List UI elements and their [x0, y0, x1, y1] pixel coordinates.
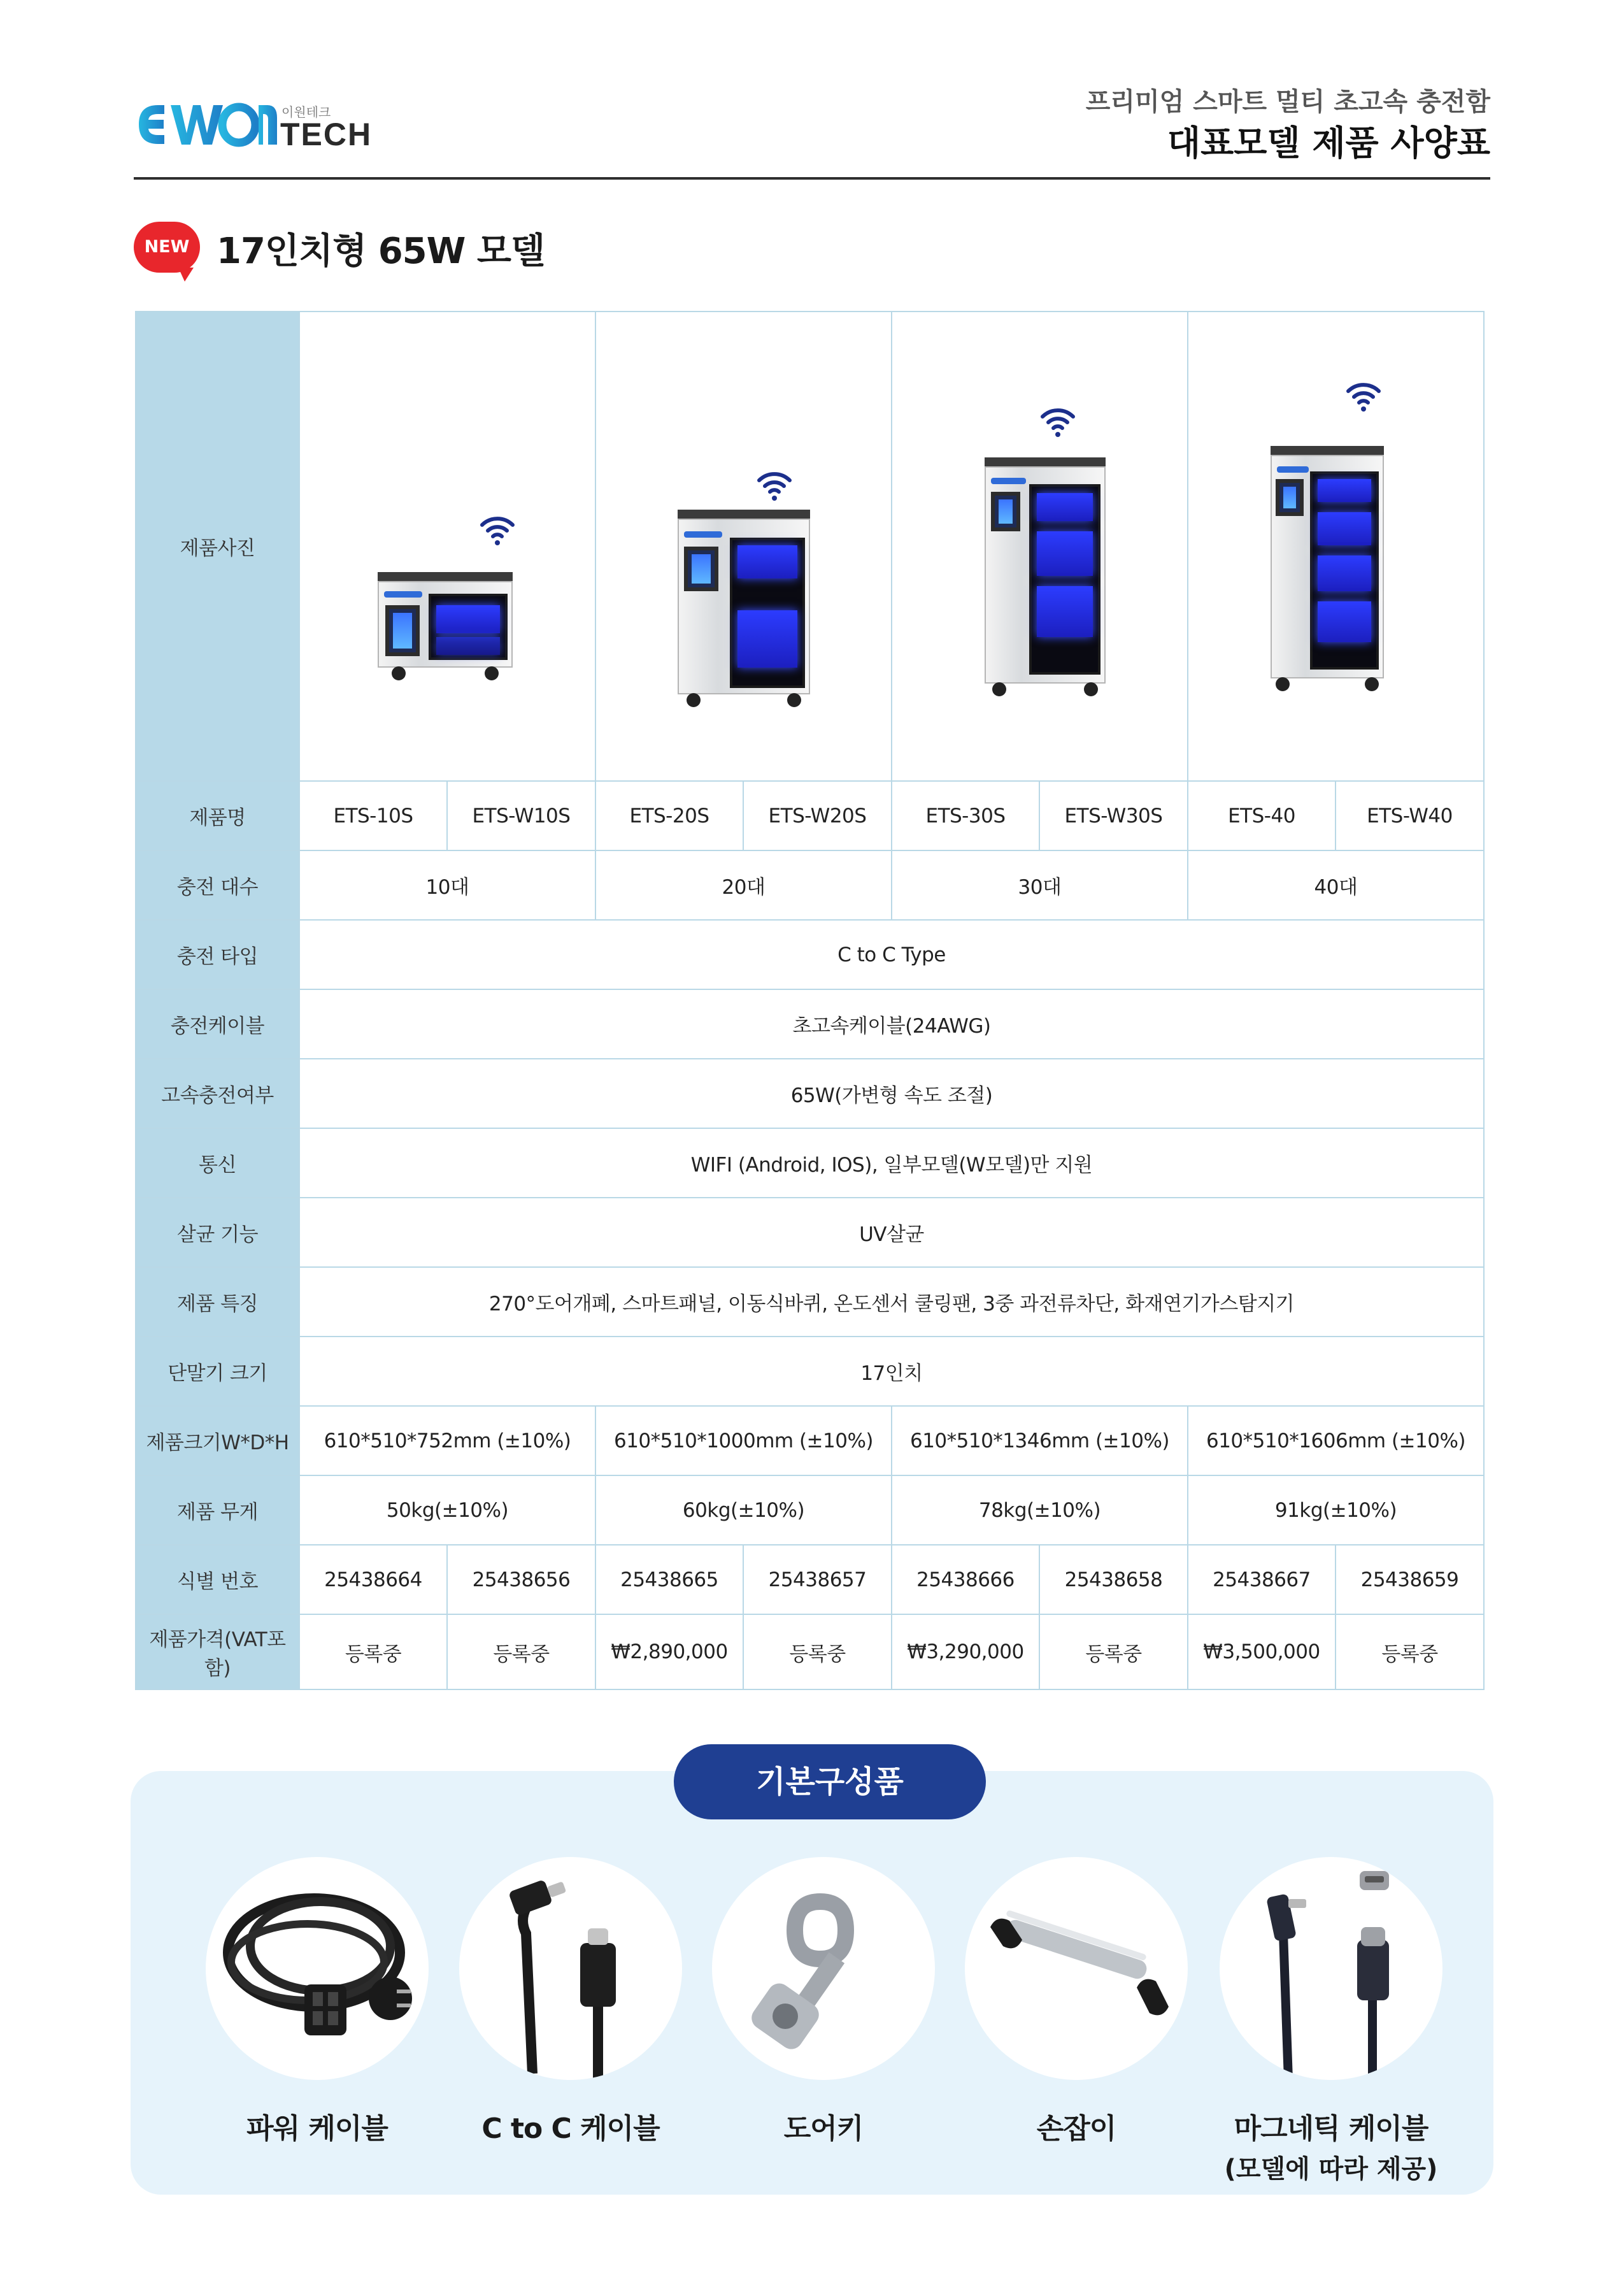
fast-charge-cell: 65W(가변형 속도 조절) — [299, 1059, 1484, 1128]
header-subtitle: 프리미엄 스마트 멀티 초고속 충전함 — [1085, 87, 1490, 117]
row-price — [136, 1614, 1484, 1689]
price-cell: 등록중 — [1336, 1614, 1484, 1689]
id-cell: 25438659 — [1336, 1545, 1484, 1614]
company-logo — [134, 96, 376, 153]
id-cell: 25438666 — [892, 1545, 1039, 1614]
photo-ets-10 — [299, 312, 595, 781]
label-count: 충전 대수 — [136, 850, 299, 920]
size-cell: 610*510*752mm (±10%) — [299, 1406, 595, 1475]
power-cable-icon — [206, 1857, 429, 2080]
price-cell: 등록중 — [743, 1614, 892, 1689]
row-fast-charge — [136, 1059, 1484, 1128]
size-cell: 610*510*1606mm (±10%) — [1188, 1406, 1484, 1475]
accessory-label: 손잡이 — [1036, 2112, 1116, 2145]
label-price: 제품가격(VAT포함) — [136, 1614, 299, 1689]
label-id: 식별 번호 — [136, 1545, 299, 1614]
accessory-label: 마그네틱 케이블 — [1234, 2112, 1428, 2145]
logo-tech-text: TECH — [280, 117, 373, 152]
accessory-note: (모델에 따라 제공) — [1224, 2155, 1438, 2184]
wifi-icon — [1344, 376, 1383, 414]
id-cell: 25438667 — [1188, 1545, 1336, 1614]
accessory-magnetic-cable — [1216, 1857, 1446, 2185]
door-key-icon — [712, 1857, 935, 2080]
row-charge-type — [136, 920, 1484, 989]
wifi-icon — [478, 510, 516, 548]
accessories-title: 기본구성품 — [674, 1744, 986, 1819]
logo-korean-text: 이원테크 — [281, 104, 331, 120]
row-product-size — [136, 1406, 1484, 1475]
photo-ets-20 — [595, 312, 892, 781]
label-weight: 제품 무게 — [136, 1475, 299, 1545]
wifi-icon — [755, 465, 794, 503]
size-cell: 610*510*1346mm (±10%) — [892, 1406, 1188, 1475]
price-cell: 등록중 — [1039, 1614, 1188, 1689]
cabinet-image-20 — [678, 510, 810, 707]
wifi-icon — [1039, 401, 1077, 440]
section-title: 17인치형 65W 모델 — [217, 231, 545, 272]
magnetic-cable-icon — [1220, 1857, 1442, 2080]
cable-cell: 초고속케이블(24AWG) — [299, 989, 1484, 1059]
ewon-logo-mark — [134, 96, 277, 153]
photo-ets-30 — [892, 312, 1188, 781]
row-communication — [136, 1128, 1484, 1198]
size-cell: 610*510*1000mm (±10%) — [595, 1406, 892, 1475]
count-cell: 30대 — [892, 850, 1188, 920]
sterilization-cell: UV살균 — [299, 1198, 1484, 1267]
device-size-cell: 17인치 — [299, 1337, 1484, 1406]
model-cell: ETS-W40 — [1336, 781, 1484, 850]
row-model-name — [136, 781, 1484, 850]
model-cell: ETS-W20S — [743, 781, 892, 850]
accessory-power-cable — [203, 1857, 432, 2146]
header-divider — [134, 177, 1490, 180]
price-cell: 등록중 — [447, 1614, 595, 1689]
row-features — [136, 1267, 1484, 1337]
charge-type-cell: C to C Type — [299, 920, 1484, 989]
id-cell: 25438664 — [299, 1545, 447, 1614]
model-cell: ETS-20S — [595, 781, 743, 850]
id-cell: 25438657 — [743, 1545, 892, 1614]
weight-cell: 60kg(±10%) — [595, 1475, 892, 1545]
price-cell: ₩2,890,000 — [595, 1614, 743, 1689]
row-weight — [136, 1475, 1484, 1545]
count-cell: 10대 — [299, 850, 595, 920]
price-cell: ₩3,500,000 — [1188, 1614, 1336, 1689]
label-size: 제품크기W*D*H — [136, 1406, 299, 1475]
features-cell: 270°도어개폐, 스마트패널, 이동식바퀴, 온도센서 쿨링팬, 3중 과전류차단, 화재연기가스탐지기 — [299, 1267, 1484, 1337]
accessory-label: 파워 케이블 — [246, 2112, 388, 2145]
model-cell: ETS-30S — [892, 781, 1039, 850]
model-cell: ETS-W30S — [1039, 781, 1188, 850]
accessory-label: 도어키 — [783, 2112, 864, 2145]
row-charge-count — [136, 850, 1484, 920]
model-cell: ETS-40 — [1188, 781, 1336, 850]
label-uv: 살균 기능 — [136, 1198, 299, 1267]
count-cell: 20대 — [595, 850, 892, 920]
new-badge: NEW — [134, 222, 200, 273]
label-name: 제품명 — [136, 781, 299, 850]
header-title: 대표모델 제품 사양표 — [1167, 123, 1490, 163]
accessory-door-key — [709, 1857, 938, 2146]
label-comm: 통신 — [136, 1128, 299, 1198]
count-cell: 40대 — [1188, 850, 1484, 920]
weight-cell: 91kg(±10%) — [1188, 1475, 1484, 1545]
cabinet-image-10 — [378, 572, 513, 680]
price-cell: ₩3,290,000 — [892, 1614, 1039, 1689]
row-photo — [136, 312, 1484, 781]
row-cable — [136, 989, 1484, 1059]
communication-cell: WIFI (Android, IOS), 일부모델(W모델)만 지원 — [299, 1128, 1484, 1198]
weight-cell: 78kg(±10%) — [892, 1475, 1188, 1545]
row-sterilization — [136, 1198, 1484, 1267]
label-cable: 충전케이블 — [136, 989, 299, 1059]
spec-table — [135, 311, 1485, 1690]
id-cell: 25438656 — [447, 1545, 595, 1614]
accessory-usb-c-cable — [456, 1857, 685, 2146]
accessory-handle — [962, 1857, 1191, 2146]
label-photo: 제품사진 — [136, 312, 299, 781]
photo-ets-40 — [1188, 312, 1484, 781]
price-cell: 등록중 — [299, 1614, 447, 1689]
label-type: 충전 타입 — [136, 920, 299, 989]
accessory-label: C to C 케이블 — [481, 2112, 660, 2145]
row-id-number — [136, 1545, 1484, 1614]
id-cell: 25438658 — [1039, 1545, 1188, 1614]
label-fast: 고속충전여부 — [136, 1059, 299, 1128]
cabinet-image-40 — [1271, 446, 1384, 691]
weight-cell: 50kg(±10%) — [299, 1475, 595, 1545]
row-device-size — [136, 1337, 1484, 1406]
id-cell: 25438665 — [595, 1545, 743, 1614]
cabinet-image-30 — [985, 457, 1106, 696]
model-cell: ETS-10S — [299, 781, 447, 850]
handle-icon — [965, 1857, 1188, 2080]
usb-c-cable-icon — [459, 1857, 682, 2080]
model-cell: ETS-W10S — [447, 781, 595, 850]
label-device: 단말기 크기 — [136, 1337, 299, 1406]
label-features: 제품 특징 — [136, 1267, 299, 1337]
